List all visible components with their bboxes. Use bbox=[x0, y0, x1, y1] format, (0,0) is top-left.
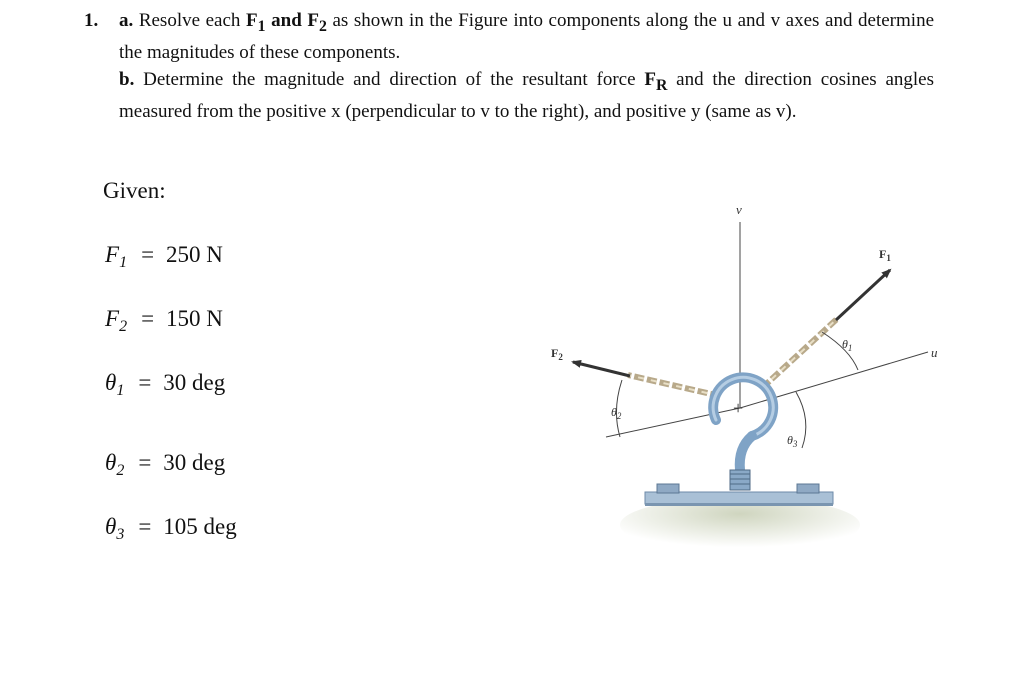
hook-shank bbox=[740, 436, 752, 470]
part-a-text-2: as shown in the Figure into components along the u and v axes and determine the magnitudes of these components. bbox=[119, 10, 934, 64]
theta1-label: $\theta_1$ bbox=[842, 337, 853, 353]
f2-arrow bbox=[573, 362, 630, 376]
part-b-text-2: and the direction cosines angles measured from the positive x (perpendicular to v to the right), and positive y (same as v). bbox=[119, 68, 934, 123]
given-theta3: $\theta_3 = 105$ deg bbox=[105, 514, 237, 543]
given-theta2: $\theta_2 = 30$ deg bbox=[105, 450, 226, 479]
part-b-label: b. bbox=[119, 68, 135, 90]
u-axis-label: u bbox=[931, 345, 938, 360]
given-theta1: $\theta_1 = 30$ deg bbox=[105, 370, 226, 399]
theta3-arc bbox=[796, 392, 806, 448]
base-plate bbox=[645, 492, 833, 504]
given-title: Given: bbox=[103, 178, 166, 203]
center-mark: + bbox=[733, 398, 744, 418]
problem-number: 1. bbox=[84, 10, 99, 31]
theta2-label: $\theta_2$ bbox=[611, 405, 622, 421]
given-f1: $F_1 = 250$ N bbox=[105, 242, 223, 271]
v-axis-label: v bbox=[736, 202, 742, 217]
f1-arrow bbox=[836, 270, 890, 320]
given-f2: $F_2 = 150$ N bbox=[105, 306, 223, 335]
f1-label: $F_1$ bbox=[879, 247, 891, 263]
theta2-arc bbox=[616, 380, 622, 437]
base-plate-edge bbox=[645, 503, 833, 506]
f2-label: $F_2$ bbox=[551, 346, 563, 362]
part-b-text-1: Determine the magnitude and direction of the resultant force bbox=[134, 68, 645, 90]
bolt-right bbox=[797, 484, 819, 493]
bolt-left bbox=[657, 484, 679, 493]
part-a-label: a. bbox=[119, 10, 134, 31]
hook-collar bbox=[730, 470, 750, 490]
theta1-arc bbox=[822, 332, 858, 370]
part-b-fr: $F_R$ bbox=[644, 68, 668, 94]
part-a-f1: $F_1$ and $F_2$ bbox=[246, 10, 327, 35]
part-a-text-1: Resolve each bbox=[133, 10, 247, 31]
theta3-label: $\theta_3$ bbox=[787, 433, 798, 449]
